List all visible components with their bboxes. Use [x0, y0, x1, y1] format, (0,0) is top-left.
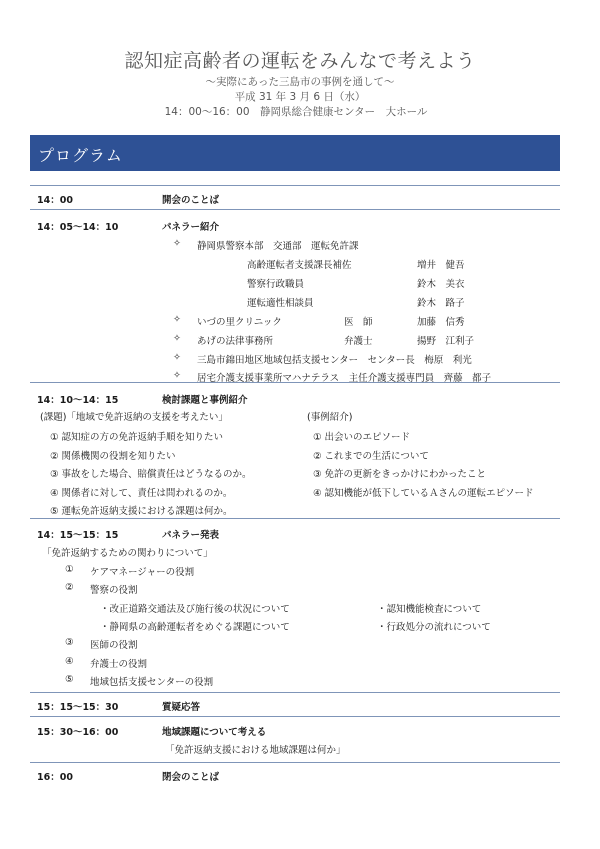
event-date: 平成 31 年 3 月 6 日（水） [234, 91, 366, 103]
panelist-role: 運転適性相談員 [247, 298, 314, 309]
section-title: 閉会のことば [162, 772, 220, 783]
divider [30, 762, 560, 763]
case-item: ① 出会いのエピソード [313, 432, 411, 443]
role-item: 弁護士の役割 [90, 659, 148, 670]
section-title: 地域課題について考える [162, 727, 267, 738]
role-number: ④ [65, 656, 74, 667]
divider [30, 518, 560, 519]
panelist-name: 増井 健吾 [417, 260, 465, 271]
panelist-org: 居宅介護支援事業所マハナテラス 主任介護支援専門員 齊藤 都子 [197, 373, 492, 384]
divider [30, 716, 560, 717]
panelist-name: 揚野 江利子 [417, 336, 475, 347]
divider [30, 185, 560, 186]
section-time: 15：15～15：30 [37, 702, 119, 713]
section-time: 14：10～14：15 [37, 395, 119, 406]
panelist-role: 医 師 [344, 317, 373, 328]
discussion-theme: 「免許返納支援における地域課題は何か」 [165, 745, 346, 756]
panelist-org: あげの法律事務所 [197, 336, 274, 347]
role-item: 地域包括支援センターの役割 [90, 677, 214, 688]
police-subitem: ・改正道路交通法及び施行後の状況について [100, 604, 290, 615]
section-title: パネラー発表 [162, 530, 220, 541]
role-number: ③ [65, 637, 74, 648]
issue-item: ③ 事故をした場合、賠償責任はどうなるのか。 [50, 469, 252, 480]
role-item: ケアマネージャーの役割 [90, 567, 195, 578]
issue-item: ⑤ 運転免許返納支援における課題は何か。 [50, 506, 233, 517]
issues-heading: (課題)「地域で免許返納の支援を考えたい」 [40, 412, 228, 423]
section-time: 14：15～15：15 [37, 530, 119, 541]
panelist-role: 弁護士 [344, 336, 373, 347]
document-subtitle: ～実際にあった三島市の事例を通して～ [205, 76, 395, 88]
bullet-icon: ✧ [173, 333, 181, 344]
divider [30, 692, 560, 693]
section-time: 14：00 [37, 195, 73, 206]
bullet-icon: ✧ [173, 352, 181, 363]
bullet-icon: ✧ [173, 314, 181, 325]
divider [30, 209, 560, 210]
program-banner-label: プログラム [38, 146, 123, 165]
panelist-org: 静岡県警察本部 交通部 運転免許課 [197, 241, 359, 252]
panelist-name: 加藤 信秀 [417, 317, 465, 328]
issue-item: ④ 関係者に対して、責任は問われるのか。 [50, 488, 233, 499]
role-number: ② [65, 582, 74, 593]
role-item: 医師の役割 [90, 640, 138, 651]
panelist-org: 三島市錦田地区地域包括支援センター センター長 梅原 利光 [197, 355, 472, 366]
presentation-theme: 「免許返納するための関わりについて」 [42, 548, 213, 559]
section-title: 検討課題と事例紹介 [162, 395, 248, 406]
police-subitem: ・静岡県の高齢運転者をめぐる課題について [100, 622, 290, 633]
issue-item: ① 認知症の方の免許返納手順を知りたい [50, 432, 224, 443]
document-title: 認知症高齢者の運転をみんなで考えよう [124, 50, 476, 72]
bullet-icon: ✧ [173, 370, 181, 381]
section-time: 16：00 [37, 772, 73, 783]
section-time: 14：05～14：10 [37, 222, 119, 233]
section-title: 質疑応答 [162, 702, 201, 713]
panelist-name: 鈴木 美衣 [417, 279, 465, 290]
role-item: 警察の役割 [90, 585, 138, 596]
event-venue: 14：00～16：00 静岡県総合健康センター 大ホール [164, 106, 428, 118]
case-item: ③ 免許の更新をきっかけにわかったこと [313, 469, 487, 480]
bullet-icon: ✧ [173, 238, 181, 249]
panelist-role: 警察行政職員 [247, 279, 305, 290]
panelist-role: 高齢運転者支援課長補佐 [247, 260, 352, 271]
section-time: 15：30～16：00 [37, 727, 119, 738]
police-subitem: ・行政処分の流れについて [377, 622, 491, 633]
police-subitem: ・認知機能検査について [377, 604, 482, 615]
case-item: ④ 認知機能が低下しているＡさんの運転エピソード [313, 488, 534, 499]
case-item: ② これまでの生活について [313, 451, 429, 462]
section-title: パネラー紹介 [162, 222, 220, 233]
section-title: 開会のことば [162, 195, 220, 206]
role-number: ① [65, 564, 74, 575]
role-number: ⑤ [65, 674, 74, 685]
panelist-org: いづの里クリニック [197, 317, 282, 328]
cases-heading: (事例紹介) [307, 412, 353, 423]
panelist-name: 鈴木 路子 [417, 298, 465, 309]
issue-item: ② 関係機関の役割を知りたい [50, 451, 176, 462]
